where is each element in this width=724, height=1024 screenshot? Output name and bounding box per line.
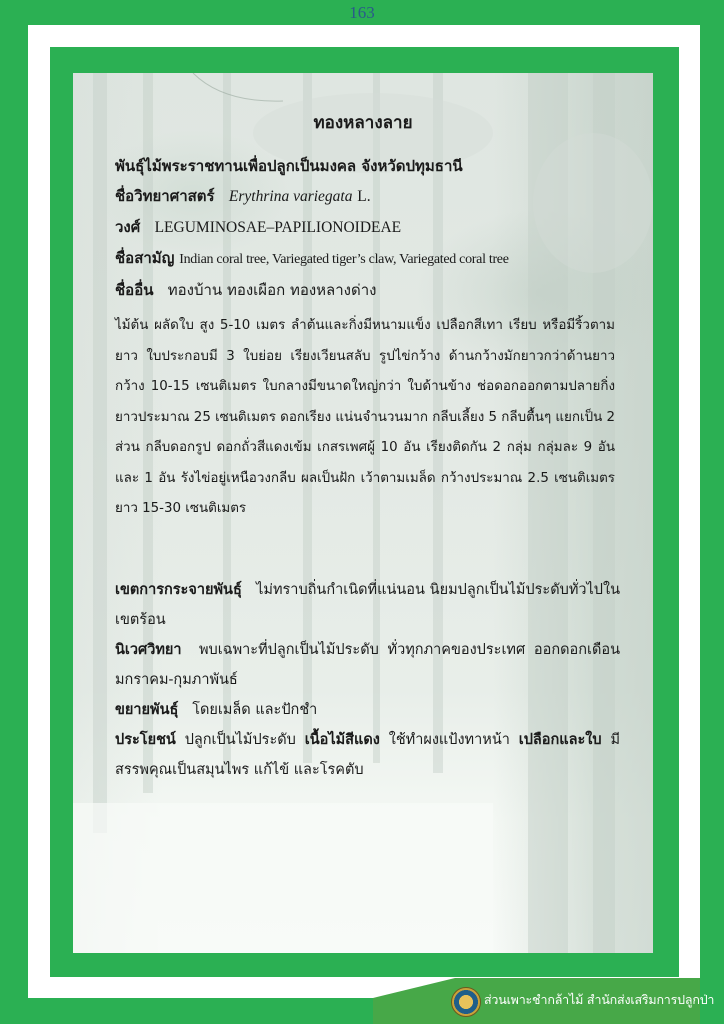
description-paragraph: ไม้ต้น ผลัดใบ สูง 5-10 เมตร ลำต้นและกิ่งมีหนามแข็ง เปลือกสีเทา เรียบ หรือมีริ้วตามยาว ใบประกอบมี 3 ใบย่อย เรียงเวียนสลับ รูปไข่กว้าง ด้านกว้างมักยาวกว่าด้านยาว กว้าง 10-15 เซนติเมตร ใบกลางมีขนาดใหญ่กว่า ใบด้านข้าง ช่อดอกออกตามปลายกิ่ง ยาวประมาณ 25 เซนติเมตร ดอกเรียง แน่นจำนวนมาก กลีบเลี้ยง 5 กลีบตื้นๆ แยกเป็น 2 ส่วน กลีบดอกรูป ดอกถั่วสีแดงเข้ม เกสรเพศผู้ 10 อัน เรียงติดกัน 2 กลุ่ม กลุ่มละ 9 อัน และ 1 อัน รังไข่อยู่เหนือวงกลีบ ผลเป็นฝัก เว้าตามเมล็ด กว้างประมาณ 2.5 เซนติเมตร ยาว 15-30 เซนติเมตร bbox=[115, 318, 615, 516]
uses-text-3: มีสรรพคุณเป็นสมุนไพร แก้ไข้ และโรคตับ bbox=[115, 732, 620, 778]
royal-forest-department-seal-icon bbox=[451, 987, 481, 1017]
plant-details bbox=[115, 575, 620, 785]
ecology-label: นิเวศวิทยา bbox=[115, 641, 182, 658]
uses-row bbox=[115, 725, 620, 785]
other-name-value: ทองบ้าน ทองเผือก ทองหลางด่าง bbox=[167, 281, 377, 299]
uses-text-1: ปลูกเป็นไม้ประดับ bbox=[184, 732, 296, 748]
propagation-value: โดยเมล็ด และปักชำ bbox=[192, 702, 318, 718]
page-number: 163 bbox=[349, 3, 375, 22]
other-name-label: ชื่ออื่น bbox=[115, 281, 154, 299]
document-title: ทองหลางลาย bbox=[313, 113, 413, 133]
uses-label: ประโยชน์ bbox=[115, 731, 176, 748]
family-value: LEGUMINOSAE–PAPILIONOIDEAE bbox=[154, 219, 402, 236]
common-name-row bbox=[115, 243, 615, 275]
footer-organization-name: ส่วนเพาะชำกล้าไม้ สำนักส่งเสริมการปลูกป่า bbox=[484, 992, 715, 1007]
scientific-name-label: ชื่อวิทยาศาสตร์ bbox=[115, 187, 215, 205]
propagation-row bbox=[115, 695, 620, 725]
common-name-label: ชื่อสามัญ bbox=[115, 249, 175, 267]
other-name-row bbox=[115, 275, 615, 305]
family-row bbox=[115, 212, 615, 243]
scientific-name-value: Erythrina variegata bbox=[228, 188, 353, 205]
common-name-value: Indian coral tree, Variegated tiger’s claw, Variegated coral tree bbox=[179, 252, 509, 267]
royal-plant-line bbox=[115, 151, 615, 181]
scientific-name-row bbox=[115, 181, 615, 212]
distribution-row bbox=[115, 575, 620, 635]
page-content bbox=[73, 73, 653, 953]
family-label: วงศ์ bbox=[115, 218, 141, 236]
ecology-row bbox=[115, 635, 620, 695]
uses-text-2: ใช้ทำผงแป้งทาหน้า bbox=[388, 732, 510, 748]
plant-info bbox=[115, 151, 615, 305]
scientific-name-author: L. bbox=[357, 188, 371, 205]
propagation-label: ขยายพันธุ์ bbox=[115, 701, 179, 718]
distribution-value: ไม่ทราบถิ่นกำเนิดที่แน่นอน นิยมปลูกเป็นไม้ประดับทั่วไปในเขตร้อน bbox=[115, 582, 621, 628]
royal-plant-label: พันธุ์ไม้พระราชทานเพื่อปลูกเป็นมงคล จังหวัดปทุมธานี bbox=[115, 157, 463, 175]
uses-bold-bark-leaf: เปลือกและใบ bbox=[518, 731, 602, 748]
uses-bold-wood: เนื้อไม้สีแดง bbox=[304, 731, 380, 748]
distribution-label: เขตการกระจายพันธุ์ bbox=[115, 581, 242, 598]
ecology-value: พบเฉพาะที่ปลูกเป็นไม้ประดับ ทั่วทุกภาคของประเทศ ออกดอกเดือน มกราคม-กุมภาพันธ์ bbox=[115, 642, 620, 688]
